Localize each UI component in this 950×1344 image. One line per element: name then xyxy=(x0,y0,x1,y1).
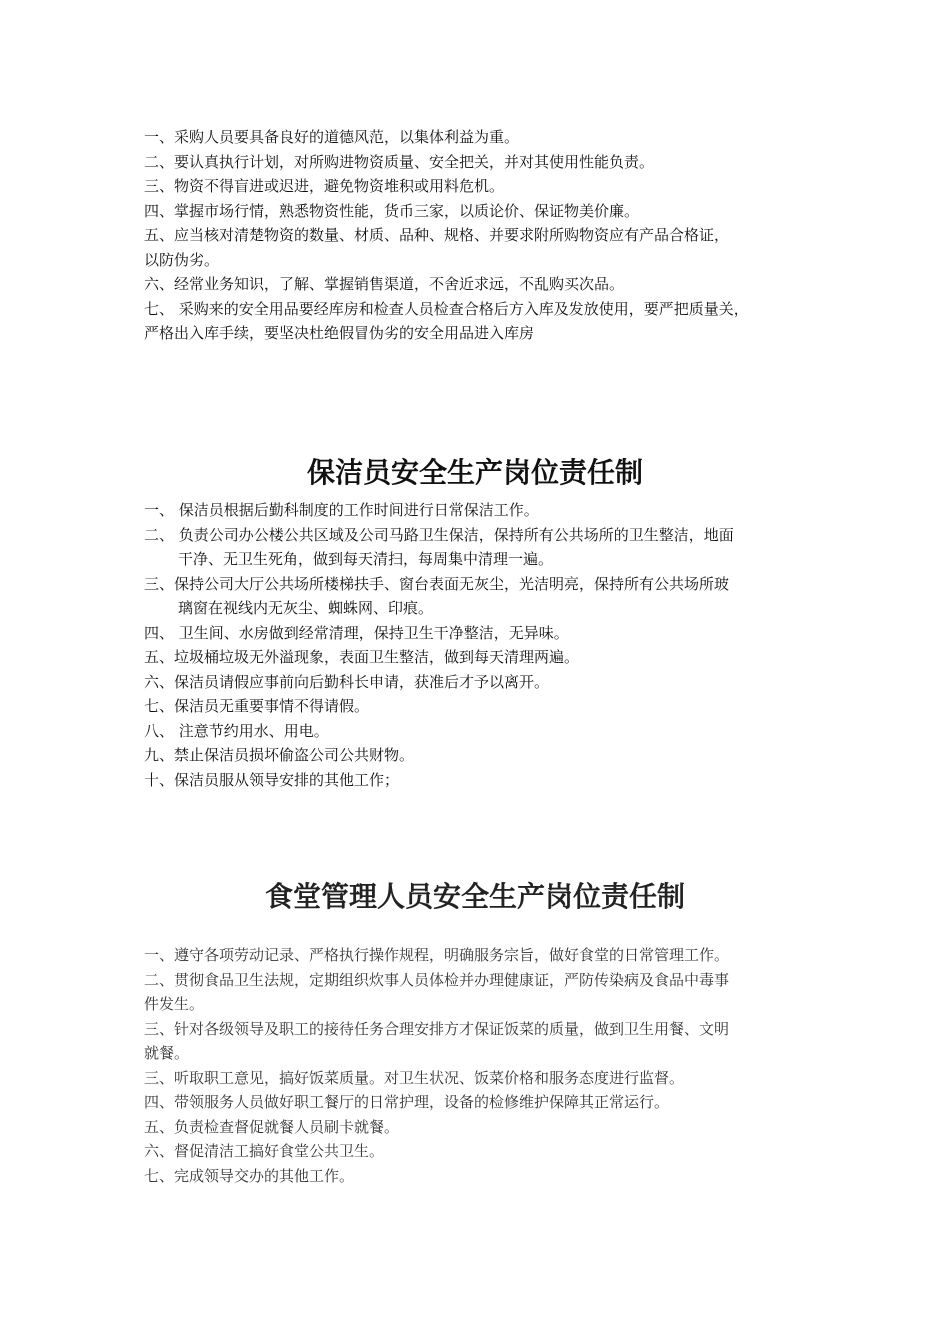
duty-line: 二、要认真执行计划，对所购进物资质量、安全把关，并对其使用性能负责。 xyxy=(144,152,655,171)
duty-line: 九、禁止保洁员损坏偷盗公司公共财物。 xyxy=(144,746,415,764)
duty-line-continued: 就餐。 xyxy=(144,1044,190,1062)
duty-line-continued: 璃窗在视线内无灰尘、蜘蛛网、印痕。 xyxy=(178,599,434,617)
duty-line: 五、负责检查督促就餐人员刷卡就餐。 xyxy=(144,1117,400,1136)
duty-line: 六、督促清洁工搞好食堂公共卫生。 xyxy=(144,1142,385,1160)
duty-line: 三、针对各级领导及职工的接待任务合理安排方才保证饭菜的质量，做到卫生用餐、文明 xyxy=(144,1019,730,1038)
duty-line: 一、采购人员要具备良好的道德风范，以集体利益为重。 xyxy=(144,128,520,146)
duty-line: 三、听取职工意见，搞好饭菜质量。对卫生状况、饭菜价格和服务态度进行监督。 xyxy=(144,1068,685,1087)
duty-line: 六、保洁员请假应事前向后勤科长申请，获准后才予以离开。 xyxy=(144,672,550,691)
canteen-duties-section xyxy=(144,943,824,1188)
duty-line: 七、 采购来的安全用品要经库房和检查人员检查合格后方入库及发放使用，要严把质量关， xyxy=(144,299,749,318)
cleaner-duties-section xyxy=(144,498,824,792)
duty-line: 三、物资不得盲进或迟进，避免物资堆积或用料危机。 xyxy=(144,177,505,195)
duty-line: 二、贯彻食品卫生法规，定期组织炊事人员体检并办理健康证，严防传染病及食品中毒事 xyxy=(144,970,730,989)
duty-line-continued: 干净、无卫生死角，做到每天清扫，每周集中清理一遍。 xyxy=(178,550,554,568)
duty-line: 五、应当核对清楚物资的数量、材质、品种、规格、并要求附所购物资应有产品合格证， xyxy=(144,226,730,244)
cleaner-section-title: 保洁员安全生产岗位责任制 xyxy=(306,456,643,489)
duty-line-continued: 以防伪劣。 xyxy=(144,250,220,269)
duty-line: 一、遵守各项劳动记录、严格执行操作规程，明确服务宗旨，做好食堂的日常管理工作。 xyxy=(144,946,730,964)
duty-line: 七、完成领导交办的其他工作。 xyxy=(144,1166,355,1185)
duty-line-continued: 严格出入库手续，要坚决杜绝假冒伪劣的安全用品进入库房 xyxy=(144,324,535,342)
duty-line: 四、掌握市场行情，熟悉物资性能，货币三家，以质论价、保证物美价廉。 xyxy=(144,201,640,220)
duty-line: 七、保洁员无重要事情不得请假。 xyxy=(144,697,370,715)
purchaser-duties-section xyxy=(144,125,824,346)
duty-line: 一、 保洁员根据后勤科制度的工作时间进行日常保洁工作。 xyxy=(144,501,539,519)
duty-line: 四、带领服务人员做好职工餐厅的日常护理，设备的检修维护保障其正常运行。 xyxy=(144,1093,670,1111)
duty-line: 五、垃圾桶垃圾无外溢现象，表面卫生整洁，做到每天清理两遍。 xyxy=(144,648,580,666)
duty-line: 三、保持公司大厅公共场所楼梯扶手、窗台表面无灰尘，光洁明亮，保持所有公共场所玻 xyxy=(144,574,730,593)
duty-line: 二、 负责公司办公楼公共区域及公司马路卫生保洁，保持所有公共场所的卫生整洁，地面 xyxy=(144,525,734,544)
duty-line: 六、经常业务知识，了解、掌握销售渠道，不舍近求远，不乱购买次品。 xyxy=(144,275,625,293)
duty-line-continued: 件发生。 xyxy=(144,995,205,1013)
canteen-section-title: 食堂管理人员安全生产岗位责任制 xyxy=(264,880,685,913)
duty-line: 八、 注意节约用水、用电。 xyxy=(144,721,329,740)
duty-line: 十、保洁员服从领导安排的其他工作； xyxy=(144,770,400,789)
duty-line: 四、 卫生间、水房做到经常清理，保持卫生干净整洁，无异味。 xyxy=(144,623,569,642)
